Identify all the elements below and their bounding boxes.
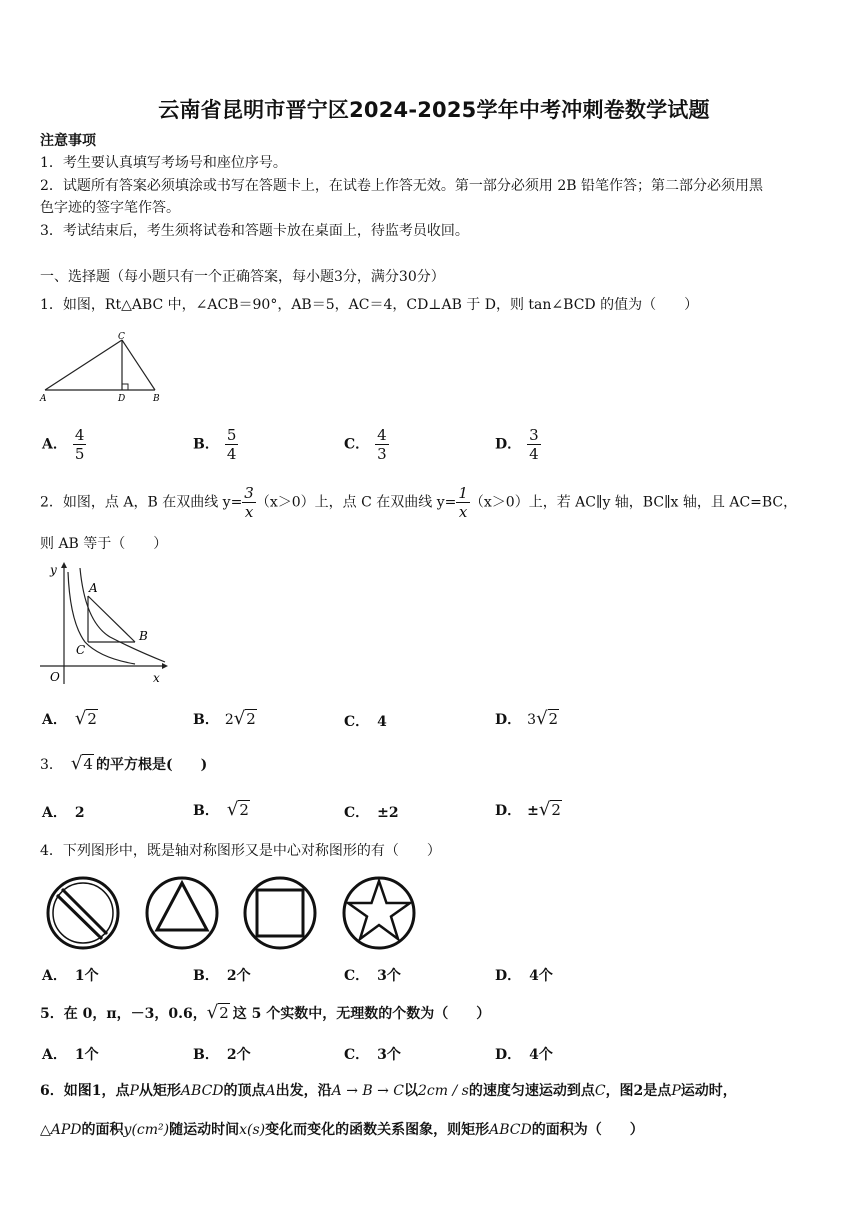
q2-option-c[interactable]: C． 4 — [344, 714, 387, 730]
q3-option-b[interactable]: B． √2 — [193, 799, 249, 820]
q2-label-o: O — [50, 670, 60, 684]
q1-stem: 1．如图，Rt△ABC 中，∠ACB＝90°，AB＝5，AC＝4，CD⊥AB 于 D，则 tan∠BCD 的值为（ ） — [40, 297, 699, 313]
q1-option-d[interactable]: D． $\frac{3}{4}$ — [495, 426, 539, 463]
q3-stem: 3． √4 的平方根是( ) — [40, 753, 208, 774]
q3-option-c[interactable]: C． ±2 — [344, 805, 399, 821]
notice-item-2: 2．试题所有答案必须填涂或书写在答题卡上，在试卷上作答无效。第一部分必须用 2B 铅笔作答；第二部分必须用黑 — [40, 178, 763, 194]
q1-label-d: D — [118, 394, 126, 404]
q1-triangle-figure — [40, 330, 165, 405]
q2-option-a[interactable]: A． √2 — [42, 708, 97, 729]
q3-option-a[interactable]: A． 2 — [42, 805, 85, 821]
q1-label-a: A — [40, 394, 47, 404]
q4-option-a[interactable]: A． 1个 — [42, 968, 99, 984]
q1-option-a[interactable]: A． $\frac{4}{5}$ — [42, 426, 85, 463]
q2-label-a: A — [89, 581, 98, 595]
q5-option-b[interactable]: B． 2个 — [193, 1047, 251, 1063]
q5-option-a[interactable]: A． 1个 — [42, 1047, 99, 1063]
q4-shapes-figure — [40, 875, 425, 955]
q2-option-b[interactable]: B． 2√2 — [193, 708, 256, 729]
notice-item-3: 3．考试结束后，考生须将试卷和答题卡放在桌面上，待监考员收回。 — [40, 223, 469, 239]
q2-label-y: y — [50, 563, 57, 577]
q4-option-c[interactable]: C． 3个 — [344, 968, 401, 984]
q1-option-c[interactable]: C． $\frac{4}{3}$ — [344, 426, 387, 463]
notice-heading: 注意事项 — [40, 133, 96, 149]
q1-label-c: C — [118, 332, 125, 342]
q3-option-d[interactable]: D． ±√2 — [495, 799, 561, 820]
notice-item-1: 1．考生要认真填写考场号和座位序号。 — [40, 155, 287, 171]
q4-option-b[interactable]: B． 2个 — [193, 968, 251, 984]
q2-stem-line2: 则 AB 等于（ ） — [40, 536, 168, 552]
notice-item-2-cont: 色字迹的签字笔作答。 — [40, 200, 180, 216]
q2-stem: 2．如图，点 A，B 在双曲线 y= $\frac{3}{x}$ （x＞0）上，点 C 在双曲线 y= $\frac{1}{x}$ （x＞0）上，若 AC∥y 轴，BC∥x 轴，且 AC=BC， — [40, 484, 798, 521]
q4-stem: 4．下列图形中，既是轴对称图形又是中心对称图形的有（ ） — [40, 843, 441, 859]
q2-option-d[interactable]: D． 3√2 — [495, 708, 559, 729]
circle-star-shape — [344, 878, 414, 948]
q6-stem-line1: 6．如图1，点P从矩形ABCD的顶点A出发，沿A → B → C以2cm / s的速度匀速运动到点C，图2是点P运动时， — [40, 1083, 737, 1099]
q5-option-d[interactable]: D． 4个 — [495, 1047, 553, 1063]
q2-label-x: x — [153, 671, 160, 685]
q1-option-b[interactable]: B． $\frac{5}{4}$ — [193, 426, 237, 463]
section-heading: 一、选择题（每小题只有一个正确答案，每小题3分，满分30分） — [40, 269, 445, 285]
q6-stem-line2: △APD的面积y(cm²)随运动时间x(s)变化而变化的函数关系图象，则矩形ABCD的面积为（ ） — [40, 1122, 644, 1138]
q1-label-b: B — [153, 394, 160, 404]
q4-option-d[interactable]: D． 4个 — [495, 968, 553, 984]
q2-hyperbola-figure — [40, 562, 170, 687]
q2-label-c: C — [76, 643, 86, 657]
circle-triangle-shape — [147, 878, 217, 948]
q2-label-b: B — [139, 629, 148, 643]
circle-slash-shape — [48, 878, 118, 948]
page-title: 云南省昆明市晋宁区2024-2025学年中考冲刺卷数学试题 — [158, 98, 710, 122]
q5-option-c[interactable]: C． 3个 — [344, 1047, 401, 1063]
circle-square-shape — [245, 878, 315, 948]
q5-stem: 5．在 0，π，－3，0.6，√2 这 5 个实数中，无理数的个数为（ ） — [40, 1002, 491, 1023]
